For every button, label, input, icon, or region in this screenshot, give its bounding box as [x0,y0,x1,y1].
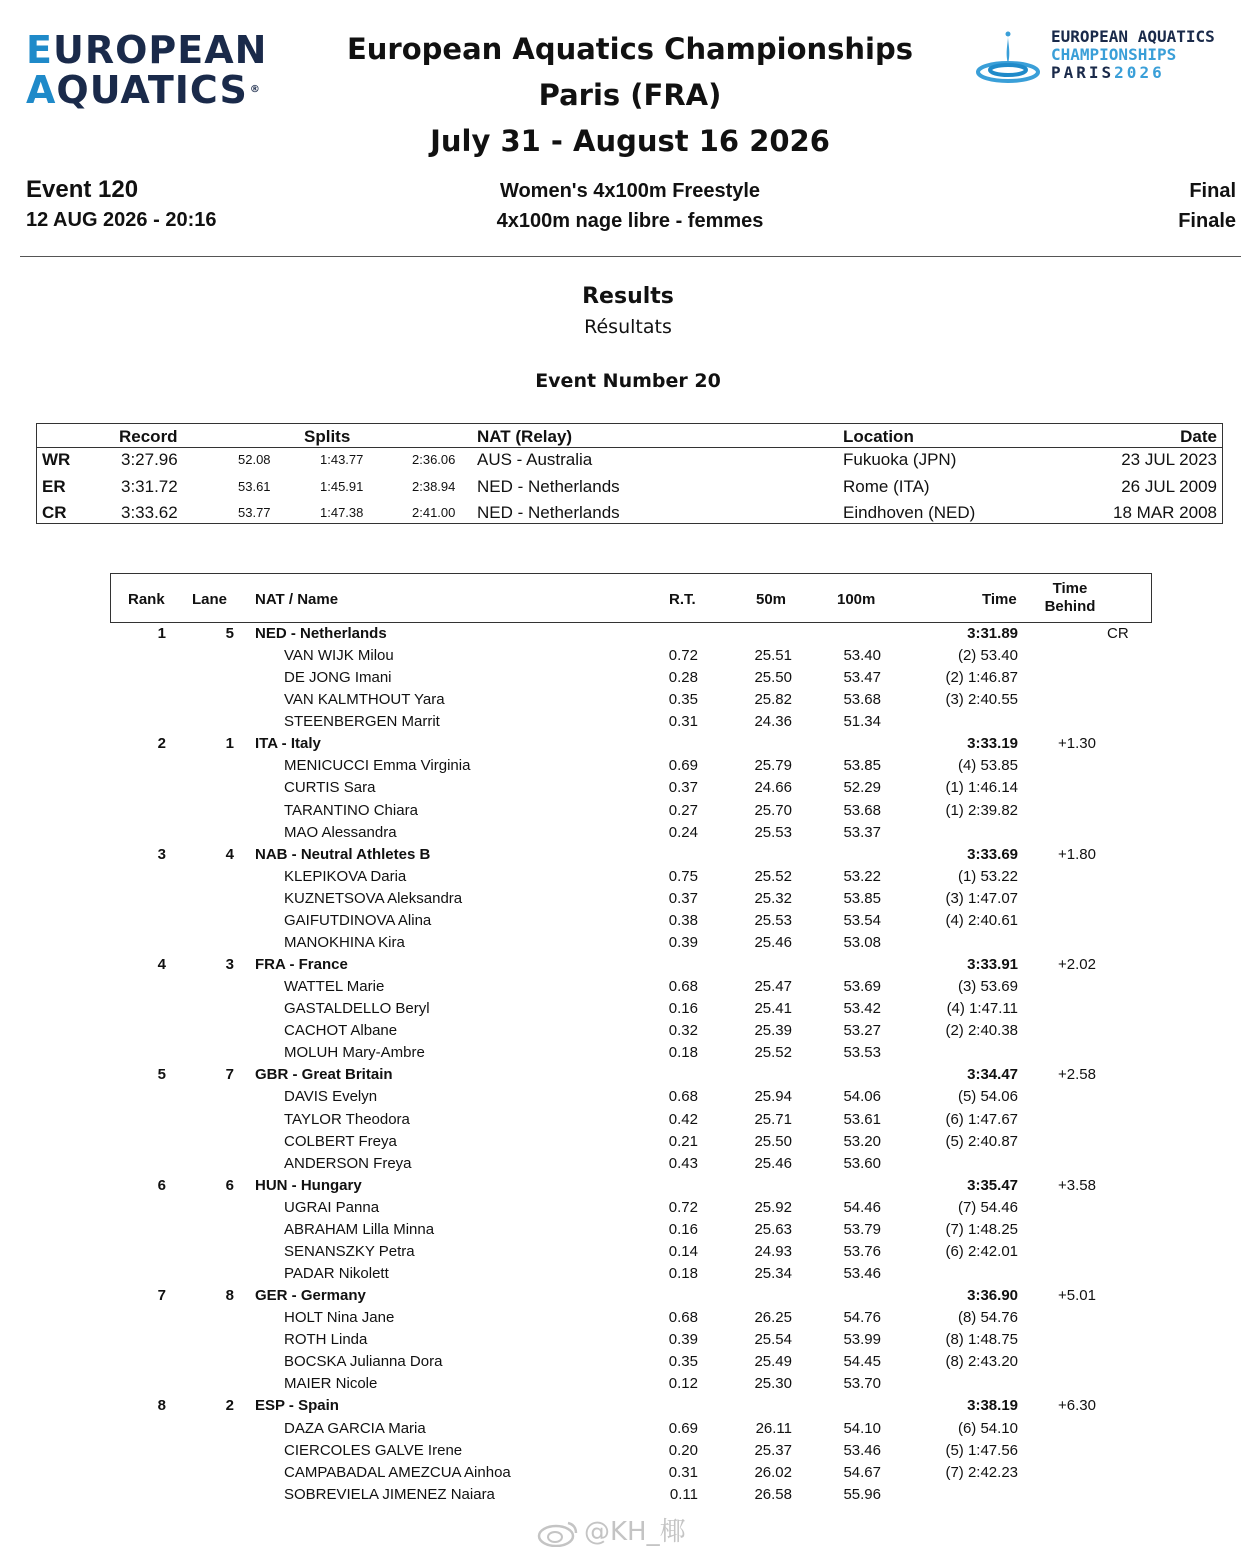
split-50m-cell: 25.51 [754,647,792,665]
team-row [110,623,1152,645]
rank-cell: 5 [157,1066,166,1084]
split-100m-cell: 53.47 [843,669,881,687]
lane-cell: 1 [225,735,234,753]
swimmer-row [110,689,1152,711]
record-split-2: 1:47.38 [320,505,364,520]
event-name [430,176,830,236]
cumulative-time-cell: (8) 1:48.75 [945,1331,1018,1349]
time-behind-cell: +5.01 [1058,1287,1096,1305]
swimmer-name-cell: VAN WIJK Milou [284,647,394,665]
cumulative-time-cell: (7) 54.46 [957,1198,1018,1216]
event-name-fr: 4x100m nage libre - femmes [496,210,764,232]
reaction-time-cell: 0.31 [668,1463,698,1481]
team-row [110,1175,1152,1197]
rank-cell: 8 [157,1397,166,1415]
reaction-time-cell: 0.37 [668,779,698,797]
final-time-cell: 3:34.47 [967,1066,1018,1084]
cumulative-time-cell: (8) 54.76 [957,1309,1018,1327]
reaction-time-cell: 0.35 [668,1353,698,1371]
cumulative-time-cell: (2) 1:46.87 [945,669,1018,687]
swimmer-name-cell: KUZNETSOVA Aleksandra [284,889,463,907]
swimmer-row [110,1109,1152,1131]
records-header-splits: Splits [304,427,351,446]
event-phase-fr: Finale [1178,210,1236,232]
european-aquatics-logo [26,28,268,112]
split-100m-cell: 53.85 [843,757,881,775]
lane-cell: 5 [225,625,234,642]
team-name-cell: NED - Netherlands [255,625,387,642]
split-100m-cell: 53.79 [843,1220,881,1238]
split-50m-cell: 24.93 [754,1242,792,1260]
reaction-time-cell: 0.39 [668,933,698,951]
rank-cell: 2 [157,735,166,753]
record-code: CR [42,503,67,522]
lane-cell: 7 [225,1066,234,1084]
reaction-time-cell: 0.21 [668,1132,698,1150]
reaction-time-cell: 0.42 [668,1110,698,1128]
swimmer-name-cell: GAIFUTDINOVA Alina [284,911,432,929]
swimmer-row [110,910,1152,932]
cumulative-time-cell: (8) 2:43.20 [945,1353,1018,1371]
split-100m-cell: 53.60 [843,1154,881,1172]
split-50m-cell: 25.63 [754,1220,792,1238]
swimmer-name-cell: KLEPIKOVA Daria [284,867,407,885]
swimmer-name-cell: VAN KALMTHOUT Yara [284,691,445,709]
reaction-time-cell: 0.18 [668,1044,698,1062]
swimmer-name-cell: MAIER Nicole [284,1375,378,1393]
event-name-en: Women's 4x100m Freestyle [499,180,761,202]
split-50m-cell: 25.70 [754,801,792,819]
split-100m-cell: 53.61 [843,1110,881,1128]
split-100m-cell: 54.67 [843,1463,881,1481]
team-row [110,1285,1152,1307]
col-rank: Rank [128,591,165,608]
lane-cell: 6 [225,1176,234,1194]
split-100m-cell: 53.42 [843,1000,881,1018]
event-phase [1178,176,1236,236]
split-50m-cell: 25.53 [754,823,792,841]
event-number: Event 120 [26,176,139,203]
record-time: 3:31.72 [121,477,178,496]
split-50m-cell: 25.54 [754,1331,792,1349]
split-50m-cell: 25.94 [754,1088,792,1106]
record-split-3: 2:38.94 [412,479,456,494]
cumulative-time-cell: (1) 2:39.82 [945,801,1018,819]
split-50m-cell: 25.47 [754,978,792,996]
reaction-time-cell: 0.68 [668,1309,698,1327]
split-50m-cell: 25.50 [754,1132,792,1150]
record-location: Rome (ITA) [843,477,930,496]
logo-line-1: EUROPEAN [26,28,268,72]
final-time-cell: 3:38.19 [967,1397,1018,1415]
swimmer-name-cell: MOLUH Mary-Ambre [284,1044,425,1062]
split-100m-cell: 53.85 [843,889,881,907]
reaction-time-cell: 0.12 [668,1375,698,1393]
team-name-cell: ESP - Spain [255,1397,339,1415]
split-50m-cell: 26.02 [754,1463,792,1481]
reaction-time-cell: 0.11 [669,1485,698,1503]
event-info [26,174,216,234]
swimmer-row [110,1241,1152,1263]
reaction-time-cell: 0.28 [668,669,698,687]
record-nat: NED - Netherlands [477,503,620,522]
reaction-time-cell: 0.16 [668,1000,698,1018]
swimmer-row [110,667,1152,689]
record-split-1: 53.61 [238,479,271,494]
split-100m-cell: 53.99 [843,1331,881,1349]
swimmer-name-cell: CACHOT Albane [284,1022,398,1040]
time-behind-cell: +1.80 [1058,845,1096,863]
reaction-time-cell: 0.75 [668,867,698,885]
swimmer-row [110,1020,1152,1042]
swimmer-row [110,777,1152,799]
swimmer-name-cell: BOCSKA Julianna Dora [284,1353,443,1371]
record-time: 3:27.96 [121,450,178,469]
swimmer-name-cell: STEENBERGEN Marrit [284,713,440,731]
event-number-heading: Event Number 20 [535,370,721,392]
record-date: 18 MAR 2008 [1113,503,1217,522]
swimmer-name-cell: MAO Alessandra [284,823,397,841]
rank-cell: 4 [157,956,166,974]
split-100m-cell: 54.76 [843,1309,881,1327]
team-row [110,1064,1152,1086]
record-time: 3:33.62 [121,503,178,522]
swimmer-name-cell: MANOKHINA Kira [284,933,405,951]
split-100m-cell: 53.22 [843,867,881,885]
swimmer-name-cell: WATTEL Marie [284,978,385,996]
cumulative-time-cell: (7) 2:42.23 [945,1463,1018,1481]
event-phase-en: Final [1189,180,1236,202]
reaction-time-cell: 0.37 [668,889,698,907]
rank-cell: 7 [157,1287,166,1305]
col-name: NAT / Name [255,591,339,608]
reaction-time-cell: 0.68 [668,978,698,996]
lane-cell: 8 [225,1287,234,1305]
results-heading: Results Résultats [582,284,674,338]
record-badge-cell: CR [1107,625,1129,642]
split-100m-cell: 53.69 [843,978,881,996]
split-100m-cell: 52.29 [843,779,881,797]
swimmer-row [110,888,1152,910]
reaction-time-cell: 0.72 [668,1198,698,1216]
swimmer-row [110,866,1152,888]
swimmer-row [110,800,1152,822]
championship-title [330,26,930,164]
swimmer-row [110,711,1152,733]
team-name-cell: FRA - France [255,956,348,974]
record-nat: AUS - Australia [477,450,593,469]
record-date: 26 JUL 2009 [1121,477,1217,496]
final-time-cell: 3:33.91 [967,956,1018,974]
record-code: ER [42,477,66,496]
split-50m-cell: 25.53 [754,911,792,929]
lane-cell: 4 [225,845,234,863]
swimmer-name-cell: TARANTINO Chiara [284,801,418,819]
reaction-time-cell: 0.43 [668,1154,698,1172]
split-50m-cell: 25.50 [754,669,792,687]
split-50m-cell: 26.11 [755,1419,792,1437]
records-header-location: Location [843,427,914,446]
split-100m-cell: 53.54 [843,911,881,929]
swimmer-name-cell: DE JONG Imani [284,669,392,687]
team-row [110,1395,1152,1417]
team-row [110,954,1152,976]
swimmer-row [110,1462,1152,1484]
split-100m-cell: 53.68 [843,801,881,819]
rank-cell: 1 [157,625,166,642]
reaction-time-cell: 0.69 [668,757,698,775]
split-100m-cell: 54.06 [843,1088,881,1106]
record-location: Eindhoven (NED) [843,503,976,522]
swimmer-name-cell: HOLT Nina Jane [284,1309,395,1327]
split-50m-cell: 25.39 [754,1022,792,1040]
split-100m-cell: 54.45 [843,1353,881,1371]
split-100m-cell: 53.70 [843,1375,881,1393]
swimmer-row [110,1042,1152,1064]
swimmer-row [110,1197,1152,1219]
cumulative-time-cell: (2) 53.40 [957,647,1018,665]
weibo-icon [536,1519,580,1547]
swimmer-row [110,1131,1152,1153]
cumulative-time-cell: (5) 1:47.56 [945,1441,1018,1459]
record-location: Fukuoka (JPN) [843,450,957,469]
split-50m-cell: 25.41 [754,1000,792,1018]
championships-paris-logo [975,28,1245,88]
split-50m-cell: 25.37 [754,1441,792,1459]
split-50m-cell: 25.46 [754,933,792,951]
cumulative-time-cell: (7) 1:48.25 [945,1220,1018,1238]
col-lane: Lane [192,591,228,608]
reaction-time-cell: 0.31 [668,713,698,731]
swimmer-name-cell: CIERCOLES GALVE Irene [284,1441,463,1459]
team-name-cell: GER - Germany [255,1287,366,1305]
results-table-header [110,573,1152,623]
swimmer-row [110,1086,1152,1108]
time-behind-cell: +3.58 [1058,1176,1096,1194]
swimmer-name-cell: UGRAI Panna [284,1198,380,1216]
split-100m-cell: 54.10 [843,1419,881,1437]
split-50m-cell: 25.52 [754,1044,792,1062]
swimmer-row [110,1484,1152,1506]
record-split-2: 1:45.91 [320,479,364,494]
record-split-3: 2:36.06 [412,452,456,467]
swimmer-name-cell: ANDERSON Freya [284,1154,412,1172]
water-drop-icon [975,30,1041,86]
swimmer-row [110,1307,1152,1329]
record-split-1: 52.08 [238,452,271,467]
time-behind-cell: +6.30 [1058,1397,1096,1415]
reaction-time-cell: 0.68 [668,1088,698,1106]
swimmer-row [110,755,1152,777]
split-50m-cell: 24.66 [754,779,792,797]
reaction-time-cell: 0.14 [668,1242,698,1260]
cumulative-time-cell: (3) 1:47.07 [945,889,1018,907]
reaction-time-cell: 0.39 [668,1331,698,1349]
swimmer-row [110,1219,1152,1241]
swimmer-row [110,1373,1152,1395]
split-50m-cell: 26.25 [754,1309,792,1327]
lane-cell: 2 [225,1397,234,1415]
swimmer-row [110,1263,1152,1285]
team-row [110,733,1152,755]
team-name-cell: NAB - Neutral Athletes B [255,845,431,863]
team-name-cell: GBR - Great Britain [255,1066,393,1084]
records-header-record: Record [119,427,178,446]
record-nat: NED - Netherlands [477,477,620,496]
records-table [36,423,1223,524]
swimmer-name-cell: GASTALDELLO Beryl [284,1000,430,1018]
rank-cell: 6 [157,1176,166,1194]
split-100m-cell: 53.37 [843,823,881,841]
split-100m-cell: 53.08 [843,933,881,951]
cumulative-time-cell: (5) 54.06 [957,1088,1018,1106]
logo-line-2: AQUATICS ® [26,68,261,112]
event-datetime: 12 AUG 2026 - 20:16 [26,209,217,231]
swimmer-row [110,1329,1152,1351]
rank-cell: 3 [157,845,166,863]
team-name-cell: HUN - Hungary [255,1176,362,1194]
swimmer-row [110,976,1152,998]
reaction-time-cell: 0.18 [668,1265,698,1283]
swimmer-name-cell: DAZA GARCIA Maria [284,1419,426,1437]
cumulative-time-cell: (2) 2:40.38 [945,1022,1018,1040]
cumulative-time-cell: (5) 2:40.87 [945,1132,1018,1150]
swimmer-name-cell: MENICUCCI Emma Virginia [284,757,471,775]
cumulative-time-cell: (6) 1:47.67 [945,1110,1018,1128]
split-50m-cell: 25.92 [754,1198,792,1216]
cumulative-time-cell: (1) 53.22 [957,867,1018,885]
final-time-cell: 3:31.89 [967,625,1018,642]
split-100m-cell: 53.20 [843,1132,881,1150]
swimmer-row [110,998,1152,1020]
final-time-cell: 3:36.90 [967,1287,1018,1305]
swimmer-name-cell: ABRAHAM Lilla Minna [284,1220,435,1238]
split-50m-cell: 24.36 [754,713,792,731]
split-50m-cell: 25.71 [754,1110,792,1128]
reaction-time-cell: 0.69 [668,1419,698,1437]
swimmer-name-cell: PADAR Nikolett [284,1265,389,1283]
cumulative-time-cell: (4) 2:40.61 [945,911,1018,929]
cumulative-time-cell: (3) 53.69 [957,978,1018,996]
team-name-cell: ITA - Italy [255,735,321,753]
record-date: 23 JUL 2023 [1121,450,1217,469]
split-100m-cell: 55.96 [843,1485,881,1503]
swimmer-name-cell: DAVIS Evelyn [284,1088,378,1106]
col-100m: 100m [837,591,876,608]
time-behind-cell: +2.58 [1058,1066,1096,1084]
split-100m-cell: 53.40 [843,647,881,665]
split-50m-cell: 25.82 [754,691,792,709]
swimmer-name-cell: SENANSZKY Petra [284,1242,415,1260]
swimmer-row [110,645,1152,667]
cumulative-time-cell: (4) 1:47.11 [946,1000,1018,1018]
swimmer-name-cell: ROTH Linda [284,1331,368,1349]
col-time-behind: Time Behind [1044,580,1096,615]
col-50m: 50m [756,591,787,608]
record-split-1: 53.77 [238,505,271,520]
city-line: Paris (FRA) [538,78,722,112]
split-50m-cell: 25.30 [754,1375,792,1393]
split-100m-cell: 53.53 [843,1044,881,1062]
split-50m-cell: 25.79 [754,757,792,775]
reaction-time-cell: 0.16 [668,1220,698,1238]
reaction-time-cell: 0.35 [668,691,698,709]
swimmer-row [110,1351,1152,1373]
swimmer-name-cell: CURTIS Sara [284,779,376,797]
split-100m-cell: 53.46 [843,1441,881,1459]
split-100m-cell: 51.34 [843,713,881,731]
lane-cell: 3 [225,956,234,974]
records-header-line [37,447,1222,448]
cumulative-time-cell: (6) 2:42.01 [945,1242,1018,1260]
swimmer-row [110,1418,1152,1440]
split-50m-cell: 25.32 [754,889,792,907]
split-50m-cell: 25.34 [754,1265,792,1283]
swimmer-name-cell: SOBREVIELA JIMENEZ Naiara [284,1485,495,1503]
swimmer-row [110,1153,1152,1175]
swimmer-row [110,1440,1152,1462]
championships-logo-text: EUROPEAN AQUATICS CHAMPIONSHIPS PARIS2026 [1051,27,1215,82]
records-header-nat: NAT (Relay) [477,427,573,446]
col-time: Time [982,591,1017,608]
split-100m-cell: 54.46 [843,1198,881,1216]
cumulative-time-cell: (6) 54.10 [957,1419,1018,1437]
split-100m-cell: 53.27 [843,1022,881,1040]
final-time-cell: 3:35.47 [967,1176,1018,1194]
record-split-3: 2:41.00 [412,505,456,520]
record-split-2: 1:43.77 [320,452,364,467]
reaction-time-cell: 0.20 [668,1441,698,1459]
reaction-time-cell: 0.72 [668,647,698,665]
record-code: WR [42,450,71,469]
header-divider [20,256,1241,257]
split-50m-cell: 25.49 [754,1353,792,1371]
reaction-time-cell: 0.27 [668,801,698,819]
records-header-date: Date [1180,427,1217,446]
split-100m-cell: 53.76 [843,1242,881,1260]
swimmer-row [110,822,1152,844]
final-time-cell: 3:33.69 [967,845,1018,863]
title-line: European Aquatics Championships [346,32,914,66]
cumulative-time-cell: (4) 53.85 [957,757,1018,775]
swimmer-row [110,932,1152,954]
cumulative-time-cell: (3) 2:40.55 [945,691,1018,709]
swimmer-name-cell: CAMPABADAL AMEZCUA Ainhoa [284,1463,511,1481]
swimmer-name-cell: COLBERT Freya [284,1132,397,1150]
reaction-time-cell: 0.38 [668,911,698,929]
time-behind-cell: +2.02 [1058,956,1096,974]
split-50m-cell: 25.52 [754,867,792,885]
swimmer-name-cell: TAYLOR Theodora [284,1110,410,1128]
watermark: @KH_椰 [536,1511,686,1548]
time-behind-cell: +1.30 [1058,735,1096,753]
final-time-cell: 3:33.19 [967,735,1018,753]
cumulative-time-cell: (1) 1:46.14 [945,779,1018,797]
team-row [110,844,1152,866]
split-100m-cell: 53.68 [843,691,881,709]
col-rt: R.T. [669,591,696,608]
split-100m-cell: 53.46 [843,1265,881,1283]
dates-line: July 31 - August 16 2026 [430,124,830,158]
reaction-time-cell: 0.32 [668,1022,698,1040]
reaction-time-cell: 0.24 [668,823,698,841]
split-50m-cell: 25.46 [754,1154,792,1172]
split-50m-cell: 26.58 [754,1485,792,1503]
